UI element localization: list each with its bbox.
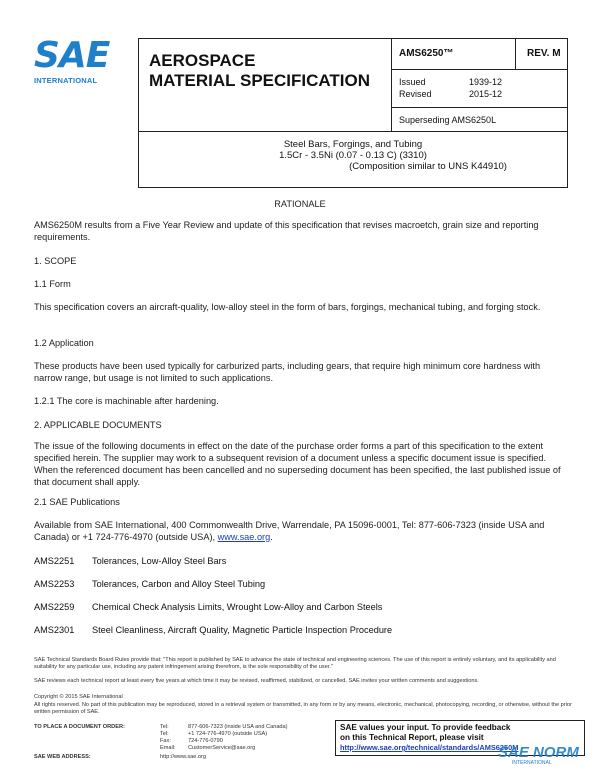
footer-review-note: SAE reviews each technical report at least every five years at which time it may be revised, reaffirmed, stabilized, or cancelled. SAE invites your written comments and suggestions. [34,678,479,684]
web-address[interactable]: http://www.sae.org [160,754,207,760]
watermark-subtitle: INTERNATIONAL [512,760,552,766]
sae-website-link[interactable]: www.sae.org [217,532,271,542]
sae-address-text: Available from SAE International, 400 Commonwealth Drive, Warrendale, PA 15096-0001, Tel: 877-606-7323 (inside USA and Canada) or +1 724-776-4970 (outside USA), [34,520,545,542]
rationale-text: AMS6250M results from a Five Year Review and update of this specification that revises macroetch, grain size and reporting requirements. [34,220,539,242]
fax-label: Fax: [160,738,171,744]
section-1-heading: 1. SCOPE [34,256,77,266]
subject-line2: 1.5Cr - 3.5Ni (0.07 - 0.13 C) (3310) [279,150,427,161]
reference-id: AMS2301 [34,625,75,635]
reference-title: Tolerances, Low-Alloy Steel Bars [92,556,227,566]
section-1-1-text: This specification covers an aircraft-quality, low-alloy steel in the form of bars, forgings, mechanical tubing, and forging stock. [34,302,541,312]
sentence-period: . [270,532,273,542]
superseding-note: Superseding AMS6250L [399,115,497,125]
reference-id: AMS2251 [34,556,75,566]
spec-title-line1: AEROSPACE [149,51,256,70]
tel2-label: Tel: [160,731,169,737]
subject-line3: (Composition similar to UNS K44910) [349,161,507,172]
section-2-1-text [34,519,570,543]
revised-date: 2015-12 [469,89,503,99]
logo-subtitle: INTERNATIONAL [34,76,98,85]
reference-id: AMS2259 [34,602,75,612]
reference-title: Tolerances, Carbon and Alloy Steel Tubing [92,579,266,589]
revised-label: Revised [399,89,432,99]
fax-number: 724-776-0790 [188,738,223,744]
sae-logo [34,35,120,85]
order-label: TO PLACE A DOCUMENT ORDER: [34,724,125,730]
footer-copyright: Copyright © 2015 SAE International [34,694,123,700]
reference-id: AMS2253 [34,579,75,589]
section-1-2-heading: 1.2 Application [34,338,94,348]
feedback-line2: on this Technical Report, please visit [340,733,484,742]
feedback-line1: SAE values your input. To provide feedback [340,723,511,732]
section-1-1-heading: 1.1 Form [34,279,71,289]
tel-inside: 877-606-7323 (inside USA and Canada) [188,724,288,730]
issued-date: 1939-12 [469,77,503,87]
watermark: SAE NORM [498,744,579,761]
footer-rights: All rights reserved. No part of this publication may be reproduced, stored in a retrieval system or transmitted, in any form or by any means, electronic, mechanical, photocopying, recording, or otherwise, without the prior written permission of SAE. [34,702,572,715]
subject-box [138,132,568,188]
section-1-2-1-text: 1.2.1 The core is machinable after hardening. [34,396,219,406]
tel-label: Tel: [160,724,169,730]
reference-title: Chemical Check Analysis Limits, Wrought Low-Alloy and Carbon Steels [92,602,383,612]
section-2-1-heading: 2.1 SAE Publications [34,497,120,507]
section-1-2-text: These products have been used typically for carburized parts, including gears, that require high minimum core hardness with narrow range, but usage is not limited to such applications. [34,361,541,383]
email-label: Email: [160,745,176,751]
issued-label: Issued [399,77,426,87]
subject-line1: Steel Bars, Forgings, and Tubing [283,139,423,150]
logo-mark: SAE [34,35,110,76]
email-address[interactable]: CustomerService@sae.org [188,745,256,751]
spec-title [149,51,370,91]
section-2-heading: 2. APPLICABLE DOCUMENTS [34,420,162,430]
section-2-text: The issue of the following documents in effect on the date of the purchase order forms a part of this specification to the extent specified herein. The supplier may work to a subsequent revision of a document unless a specific document issue is specified. When the referenced document has been cancelled and no superseding document has been specified, the last published issue of that document shall apply. [34,441,561,487]
web-label: SAE WEB ADDRESS: [34,754,91,760]
doc-number: AMS6250™ [399,48,454,59]
spec-title-line2: MATERIAL SPECIFICATION [149,71,370,90]
reference-title: Steel Cleanliness, Aircraft Quality, Magnetic Particle Inspection Procedure [92,625,393,635]
rationale-heading: RATIONALE [274,199,326,209]
header-box [138,38,568,132]
feedback-link[interactable]: http://www.sae.org/technical/standards/AMS6250M [340,743,519,752]
footer-disclaimer: SAE Technical Standards Board Rules provide that: "This report is published by SAE to advance the state of technical and engineering sciences. The use of this report is entirely voluntary, and its applicability and suitability for any particular use, including any patent infringement arising therefrom, is the sole responsibility of the user." [34,657,556,670]
tel-outside: +1 724-776-4970 (outside USA) [188,731,268,737]
revision-label: REV. M [527,48,561,59]
